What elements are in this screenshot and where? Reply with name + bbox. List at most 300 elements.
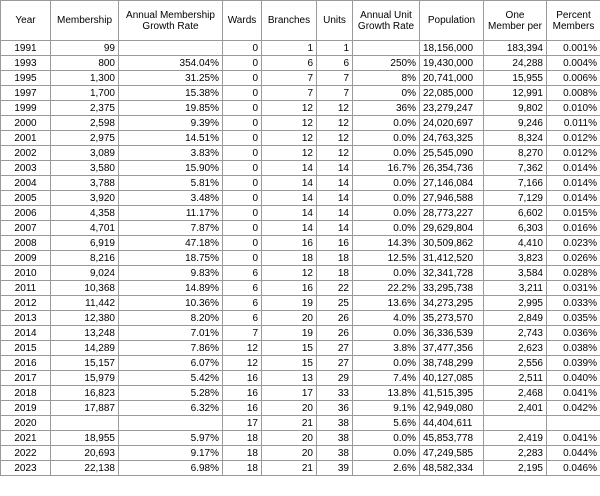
cell-growth-rate [119,416,223,431]
cell-wards: 0 [223,206,262,221]
cell-growth-rate: 47.18% [119,236,223,251]
cell-wards: 0 [223,131,262,146]
cell-unit-growth-rate: 5.6% [353,416,420,431]
cell-membership: 3,788 [51,176,119,191]
cell-wards: 16 [223,401,262,416]
cell-membership: 10,368 [51,281,119,296]
cell-membership: 15,157 [51,356,119,371]
cell-growth-rate: 7.87% [119,221,223,236]
cell-wards: 0 [223,101,262,116]
cell-percent-members: 0.010% [547,101,600,116]
cell-year: 2014 [1,326,51,341]
cell-branches: 18 [262,251,317,266]
cell-wards: 18 [223,446,262,461]
header-population: Population [420,1,484,41]
cell-wards: 12 [223,356,262,371]
table-row [1,101,600,116]
cell-one-member-per: 2,468 [484,386,547,401]
cell-one-member-per: 3,584 [484,266,547,281]
cell-branches: 20 [262,401,317,416]
cell-units: 26 [317,311,353,326]
cell-growth-rate: 9.17% [119,446,223,461]
cell-wards: 0 [223,146,262,161]
cell-percent-members: 0.044% [547,446,600,461]
cell-one-member-per: 2,556 [484,356,547,371]
cell-units: 16 [317,236,353,251]
cell-year: 2000 [1,116,51,131]
table-row [1,356,600,371]
cell-year: 1991 [1,41,51,56]
cell-percent-members: 0.016% [547,221,600,236]
table-row [1,266,600,281]
cell-unit-growth-rate: 8% [353,71,420,86]
cell-wards: 0 [223,236,262,251]
cell-percent-members: 0.046% [547,461,600,476]
cell-membership: 22,138 [51,461,119,476]
table-row [1,86,600,101]
header-growth-rate: Annual Membership Growth Rate [119,1,223,41]
cell-growth-rate: 6.32% [119,401,223,416]
cell-unit-growth-rate: 9.1% [353,401,420,416]
cell-membership: 2,598 [51,116,119,131]
cell-population: 42,949,080 [420,401,484,416]
cell-population: 22,085,000 [420,86,484,101]
cell-branches: 12 [262,146,317,161]
table-row [1,326,600,341]
cell-unit-growth-rate: 0.0% [353,206,420,221]
cell-branches: 14 [262,191,317,206]
cell-wards: 6 [223,266,262,281]
table-row [1,206,600,221]
cell-population: 30,509,862 [420,236,484,251]
cell-branches: 20 [262,446,317,461]
cell-branches: 19 [262,326,317,341]
cell-units: 25 [317,296,353,311]
cell-one-member-per: 2,195 [484,461,547,476]
cell-membership: 1,300 [51,71,119,86]
table-row [1,116,600,131]
cell-unit-growth-rate: 4.0% [353,311,420,326]
cell-units: 38 [317,416,353,431]
cell-wards: 12 [223,341,262,356]
cell-wards: 0 [223,56,262,71]
cell-branches: 21 [262,461,317,476]
cell-population: 44,404,611 [420,416,484,431]
cell-membership: 13,248 [51,326,119,341]
cell-one-member-per: 9,802 [484,101,547,116]
cell-branches: 20 [262,431,317,446]
cell-branches: 12 [262,101,317,116]
cell-membership: 8,216 [51,251,119,266]
cell-wards: 17 [223,416,262,431]
cell-year: 2002 [1,146,51,161]
cell-branches: 15 [262,356,317,371]
cell-growth-rate: 8.20% [119,311,223,326]
cell-population: 32,341,728 [420,266,484,281]
cell-percent-members: 0.042% [547,401,600,416]
cell-units: 14 [317,191,353,206]
cell-one-member-per: 8,324 [484,131,547,146]
cell-percent-members: 0.041% [547,431,600,446]
cell-wards: 0 [223,161,262,176]
cell-population: 18,156,000 [420,41,484,56]
table-row [1,161,600,176]
cell-percent-members: 0.031% [547,281,600,296]
cell-one-member-per: 2,511 [484,371,547,386]
cell-percent-members: 0.014% [547,176,600,191]
cell-one-member-per: 3,211 [484,281,547,296]
cell-units: 29 [317,371,353,386]
cell-wards: 18 [223,431,262,446]
cell-membership: 6,919 [51,236,119,251]
cell-population: 35,273,570 [420,311,484,326]
cell-one-member-per: 15,955 [484,71,547,86]
header-year: Year [1,1,51,41]
table-row [1,251,600,266]
cell-year: 2019 [1,401,51,416]
cell-units: 6 [317,56,353,71]
cell-population: 38,748,299 [420,356,484,371]
cell-population: 37,477,356 [420,341,484,356]
cell-one-member-per: 2,849 [484,311,547,326]
cell-units: 14 [317,161,353,176]
cell-unit-growth-rate: 0.0% [353,221,420,236]
cell-membership: 800 [51,56,119,71]
cell-units: 27 [317,341,353,356]
table-row [1,401,600,416]
cell-branches: 20 [262,311,317,326]
cell-population: 48,582,334 [420,461,484,476]
table-body [1,41,600,476]
cell-units: 7 [317,86,353,101]
cell-population: 25,545,090 [420,146,484,161]
cell-unit-growth-rate: 0.0% [353,326,420,341]
cell-membership: 12,380 [51,311,119,326]
cell-population: 36,336,539 [420,326,484,341]
table-row [1,371,600,386]
cell-wards: 0 [223,221,262,236]
cell-wards: 0 [223,41,262,56]
cell-growth-rate: 5.81% [119,176,223,191]
cell-year: 2001 [1,131,51,146]
cell-percent-members: 0.023% [547,236,600,251]
cell-unit-growth-rate: 14.3% [353,236,420,251]
header-one-member-per: One Member per [484,1,547,41]
header-units: Units [317,1,353,41]
cell-percent-members: 0.038% [547,341,600,356]
cell-growth-rate: 14.51% [119,131,223,146]
cell-unit-growth-rate: 0% [353,86,420,101]
table-row [1,176,600,191]
cell-population: 33,295,738 [420,281,484,296]
cell-wards: 6 [223,281,262,296]
cell-branches: 17 [262,386,317,401]
cell-membership: 1,700 [51,86,119,101]
cell-percent-members: 0.035% [547,311,600,326]
table-row [1,431,600,446]
cell-percent-members: 0.004% [547,56,600,71]
cell-units: 12 [317,101,353,116]
cell-population: 26,354,736 [420,161,484,176]
cell-branches: 13 [262,371,317,386]
cell-one-member-per: 183,394 [484,41,547,56]
cell-year: 2011 [1,281,51,296]
cell-units: 36 [317,401,353,416]
cell-year: 2022 [1,446,51,461]
cell-branches: 7 [262,71,317,86]
cell-membership: 2,375 [51,101,119,116]
cell-unit-growth-rate: 2.6% [353,461,420,476]
table-row [1,221,600,236]
cell-one-member-per: 7,129 [484,191,547,206]
cell-membership: 14,289 [51,341,119,356]
table-row [1,341,600,356]
cell-growth-rate: 5.97% [119,431,223,446]
cell-year: 2004 [1,176,51,191]
header-row [1,1,600,41]
cell-branches: 12 [262,266,317,281]
cell-one-member-per [484,416,547,431]
cell-percent-members: 0.028% [547,266,600,281]
cell-membership: 99 [51,41,119,56]
cell-one-member-per: 2,283 [484,446,547,461]
cell-unit-growth-rate: 0.0% [353,131,420,146]
cell-population: 23,279,247 [420,101,484,116]
cell-growth-rate: 11.17% [119,206,223,221]
table-row [1,296,600,311]
cell-population: 19,430,000 [420,56,484,71]
cell-units: 27 [317,356,353,371]
cell-branches: 12 [262,131,317,146]
cell-unit-growth-rate: 13.6% [353,296,420,311]
header-membership: Membership [51,1,119,41]
cell-population: 27,946,588 [420,191,484,206]
cell-population: 24,763,325 [420,131,484,146]
table-row [1,281,600,296]
cell-growth-rate: 9.83% [119,266,223,281]
cell-one-member-per: 7,362 [484,161,547,176]
cell-one-member-per: 24,288 [484,56,547,71]
cell-branches: 15 [262,341,317,356]
cell-wards: 18 [223,461,262,476]
cell-branches: 7 [262,86,317,101]
cell-branches: 6 [262,56,317,71]
cell-growth-rate: 9.39% [119,116,223,131]
cell-year: 2020 [1,416,51,431]
cell-population: 34,273,295 [420,296,484,311]
cell-unit-growth-rate: 36% [353,101,420,116]
cell-growth-rate: 15.90% [119,161,223,176]
table-row [1,71,600,86]
cell-growth-rate: 3.48% [119,191,223,206]
cell-units: 18 [317,266,353,281]
cell-year: 2023 [1,461,51,476]
cell-year: 2016 [1,356,51,371]
cell-population: 20,741,000 [420,71,484,86]
cell-units: 14 [317,221,353,236]
cell-population: 47,249,585 [420,446,484,461]
cell-units: 26 [317,326,353,341]
cell-percent-members: 0.001% [547,41,600,56]
cell-percent-members: 0.014% [547,161,600,176]
cell-one-member-per: 8,270 [484,146,547,161]
cell-wards: 6 [223,296,262,311]
cell-year: 2012 [1,296,51,311]
cell-branches: 14 [262,176,317,191]
table-row [1,131,600,146]
header-unit-growth-rate: Annual Unit Growth Rate [353,1,420,41]
cell-units: 14 [317,206,353,221]
cell-growth-rate: 19.85% [119,101,223,116]
table-row [1,416,600,431]
cell-year: 2021 [1,431,51,446]
cell-year: 2009 [1,251,51,266]
cell-unit-growth-rate: 0.0% [353,266,420,281]
table-row [1,41,600,56]
cell-population: 45,853,778 [420,431,484,446]
cell-wards: 6 [223,311,262,326]
cell-growth-rate: 5.28% [119,386,223,401]
cell-population: 27,146,084 [420,176,484,191]
cell-population: 29,629,804 [420,221,484,236]
cell-percent-members: 0.006% [547,71,600,86]
cell-units: 1 [317,41,353,56]
cell-year: 2018 [1,386,51,401]
cell-percent-members: 0.015% [547,206,600,221]
cell-wards: 0 [223,176,262,191]
cell-growth-rate: 3.83% [119,146,223,161]
cell-wards: 16 [223,371,262,386]
cell-percent-members: 0.040% [547,371,600,386]
cell-population: 28,773,227 [420,206,484,221]
cell-one-member-per: 6,303 [484,221,547,236]
cell-unit-growth-rate: 7.4% [353,371,420,386]
cell-year: 2013 [1,311,51,326]
cell-membership [51,416,119,431]
cell-growth-rate: 7.86% [119,341,223,356]
cell-unit-growth-rate: 0.0% [353,191,420,206]
cell-percent-members: 0.014% [547,191,600,206]
cell-units: 12 [317,146,353,161]
cell-percent-members: 0.026% [547,251,600,266]
cell-one-member-per: 6,602 [484,206,547,221]
cell-branches: 19 [262,296,317,311]
cell-unit-growth-rate: 3.8% [353,341,420,356]
cell-branches: 1 [262,41,317,56]
cell-unit-growth-rate: 250% [353,56,420,71]
cell-growth-rate: 18.75% [119,251,223,266]
cell-membership: 20,693 [51,446,119,461]
cell-year: 2015 [1,341,51,356]
cell-population: 40,127,085 [420,371,484,386]
cell-one-member-per: 2,623 [484,341,547,356]
cell-wards: 0 [223,116,262,131]
cell-membership: 3,920 [51,191,119,206]
cell-growth-rate: 31.25% [119,71,223,86]
cell-year: 2006 [1,206,51,221]
cell-growth-rate: 6.98% [119,461,223,476]
cell-wards: 16 [223,386,262,401]
table-row [1,191,600,206]
table-row [1,446,600,461]
cell-wards: 0 [223,251,262,266]
cell-growth-rate: 7.01% [119,326,223,341]
cell-population: 31,412,520 [420,251,484,266]
cell-membership: 3,089 [51,146,119,161]
cell-year: 1999 [1,101,51,116]
cell-year: 2017 [1,371,51,386]
cell-year: 2010 [1,266,51,281]
cell-units: 12 [317,116,353,131]
cell-unit-growth-rate: 0.0% [353,146,420,161]
cell-year: 2003 [1,161,51,176]
cell-wards: 7 [223,326,262,341]
header-branches: Branches [262,1,317,41]
cell-percent-members: 0.012% [547,146,600,161]
cell-units: 7 [317,71,353,86]
cell-units: 38 [317,446,353,461]
cell-units: 39 [317,461,353,476]
cell-membership: 3,580 [51,161,119,176]
cell-percent-members: 0.012% [547,131,600,146]
cell-one-member-per: 12,991 [484,86,547,101]
cell-unit-growth-rate: 12.5% [353,251,420,266]
cell-percent-members: 0.041% [547,386,600,401]
table-row [1,236,600,251]
cell-growth-rate: 15.38% [119,86,223,101]
cell-percent-members: 0.011% [547,116,600,131]
cell-branches: 12 [262,116,317,131]
cell-unit-growth-rate: 0.0% [353,446,420,461]
cell-branches: 14 [262,161,317,176]
cell-year: 2005 [1,191,51,206]
cell-growth-rate: 6.07% [119,356,223,371]
cell-membership: 16,823 [51,386,119,401]
cell-branches: 16 [262,281,317,296]
cell-units: 33 [317,386,353,401]
cell-wards: 0 [223,71,262,86]
header-wards: Wards [223,1,262,41]
cell-population: 24,020,697 [420,116,484,131]
cell-branches: 16 [262,236,317,251]
cell-percent-members: 0.033% [547,296,600,311]
cell-units: 14 [317,176,353,191]
header-percent-members: Percent Members [547,1,600,41]
cell-membership: 9,024 [51,266,119,281]
table-row [1,311,600,326]
cell-unit-growth-rate [353,41,420,56]
cell-membership: 17,887 [51,401,119,416]
cell-membership: 18,955 [51,431,119,446]
cell-year: 1995 [1,71,51,86]
cell-one-member-per: 2,401 [484,401,547,416]
cell-one-member-per: 4,410 [484,236,547,251]
cell-percent-members: 0.039% [547,356,600,371]
cell-branches: 14 [262,206,317,221]
cell-one-member-per: 3,823 [484,251,547,266]
cell-one-member-per: 2,419 [484,431,547,446]
cell-year: 1997 [1,86,51,101]
cell-units: 22 [317,281,353,296]
cell-growth-rate: 5.42% [119,371,223,386]
cell-growth-rate [119,41,223,56]
cell-growth-rate: 10.36% [119,296,223,311]
cell-unit-growth-rate: 0.0% [353,176,420,191]
cell-membership: 4,358 [51,206,119,221]
table-row [1,146,600,161]
table-row [1,461,600,476]
cell-percent-members: 0.036% [547,326,600,341]
